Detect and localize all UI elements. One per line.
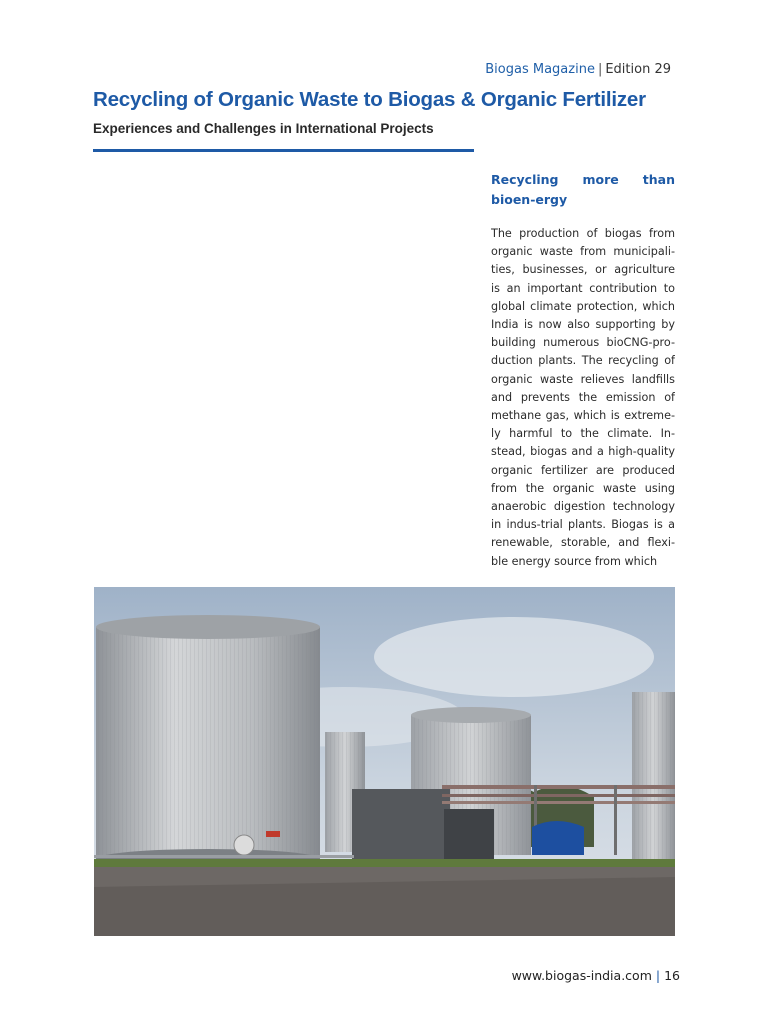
section-heading: Recycling more than bioen-ergy: [491, 172, 675, 207]
page-footer: [512, 968, 680, 983]
footer-separator: |: [655, 968, 661, 983]
header-separator: |: [597, 62, 603, 77]
article-title: Recycling of Organic Waste to Biogas & Organic Fertilizer: [93, 88, 646, 111]
biogas-plant-photo: [94, 587, 675, 936]
article-subtitle: Experiences and Challenges in International Projects: [93, 121, 434, 136]
magazine-name: Biogas Magazine: [485, 62, 595, 77]
page-number: 16: [664, 968, 680, 983]
magazine-edition-line: [485, 62, 671, 77]
edition-label: Edition 29: [605, 62, 671, 77]
website-link[interactable]: www.biogas-india.com: [511, 968, 652, 983]
article-body: The production of biogas from organic waste from municipali-ties, businesses, or agriculture is an important contribution to global climate protection, which India is now also supporting by building numerous bioCNG-pro-duction plants. The recycling of organic waste relieves landfills and prevents the emission of methane gas, which is extreme-ly harmful to the climate. In-stead, biogas and a high-quality organic fertilizer are produced from the organic waste using anaerobic digestion technology in indus-trial plants. Biogas is a renewable, storable, and flexi-ble energy source from which: [491, 227, 675, 568]
title-divider: [93, 149, 474, 152]
